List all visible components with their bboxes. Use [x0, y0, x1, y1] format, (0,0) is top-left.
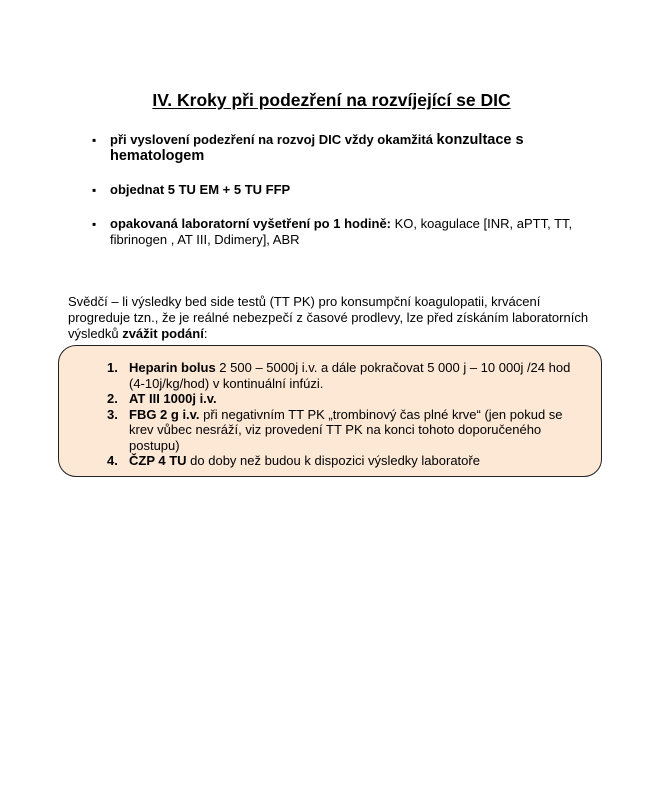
treatment-step-2 [107, 391, 587, 407]
bullet-order-text: objednat 5 TU EM + 5 TU FFP [110, 182, 291, 197]
indication-emphasis: zvážit podání [122, 326, 204, 341]
bullet-consultation-text: při vyslovení podezření na rozvoj DIC vždy okamžitá [110, 132, 437, 147]
treatment-step-4 [107, 453, 587, 469]
bullet-lab-tests-label: opakovaná laboratorní vyšetření po 1 hodině: [110, 216, 392, 231]
indication-text: Svědčí – li výsledky bed side testů (TT PK) pro konsumpční koagulopatii, krvácení progreduje tzn., že je reálné nebezpečí z časové prodlevy, lze před získáním laboratorních výsledků [68, 294, 589, 341]
treatment-step-3 [107, 407, 587, 454]
step-3-detail: při negativním TT PK „trombinový čas plné krve“ (jen pokud se krev vůbec nesráží, viz provedení TT PK na konci tohoto doporučeného postupu) [129, 406, 563, 453]
step-1-drug: Heparin bolus [129, 360, 216, 375]
bullet-list [92, 132, 582, 266]
treatment-steps [107, 360, 587, 469]
step-3-drug: FBG 2 g i.v. [129, 406, 200, 422]
indication-paragraph [68, 294, 598, 342]
step-number: 4. [107, 453, 118, 468]
treatment-step-1 [107, 360, 587, 391]
treatment-box [58, 345, 602, 477]
step-4-detail: do doby než budou k dispozici výsledky laboratoře [186, 453, 480, 468]
step-4-drug: ČZP 4 TU [129, 453, 187, 468]
step-number: 1. [107, 360, 118, 375]
bullet-item-consultation [92, 132, 582, 164]
bullet-lab-tests-text: KO, koagulace [INR, aPTT, TT, fibrinogen , AT III, Ddimery], ABR [110, 216, 573, 247]
step-2-drug: AT III 1000j i.v. [129, 391, 217, 406]
step-1-detail: 2 500 – 5000j i.v. a dále pokračovat 5 000 j – 10 000j /24 hod (4-10j/kg/hod) v kontinuální infúzi. [129, 360, 571, 391]
indication-end: : [203, 326, 208, 341]
bullet-item-lab-tests [92, 216, 582, 248]
page-title: IV. Kroky při podezření na rozvíjející se DIC [152, 90, 511, 110]
bullet-item-order [92, 182, 582, 198]
step-number: 3. [107, 406, 118, 422]
bullet-consultation-emphasis: konzultace s hematologem [110, 132, 524, 164]
step-number: 2. [107, 391, 118, 406]
